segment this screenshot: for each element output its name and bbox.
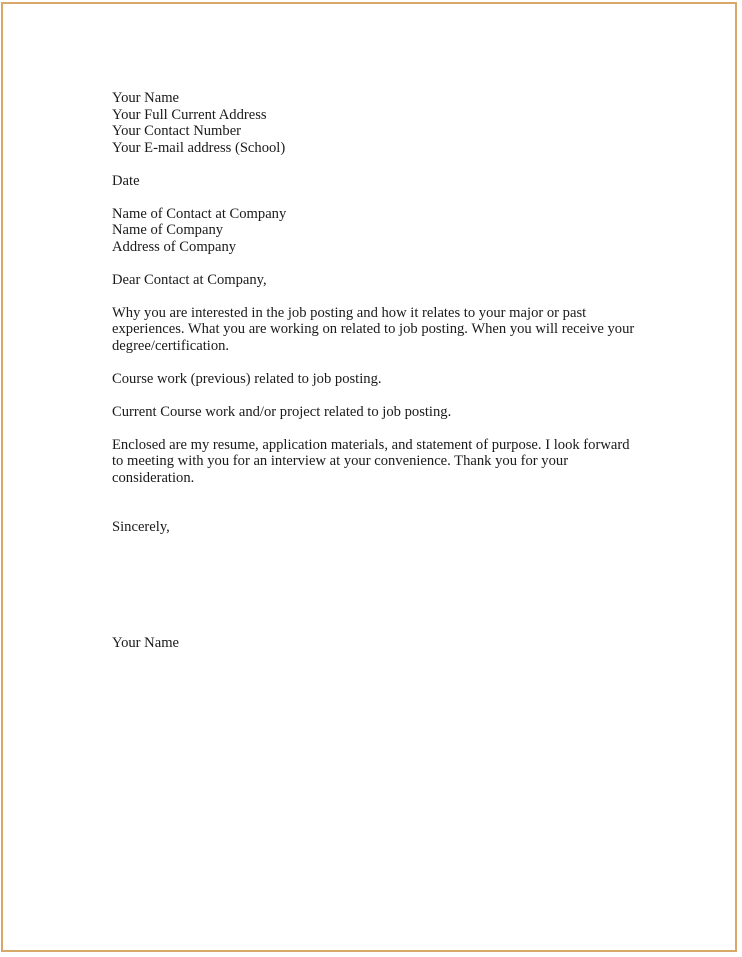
body-paragraph-2: Course work (previous) related to job posting. — [112, 370, 382, 387]
recipient-block — [112, 206, 652, 256]
paragraph-line: Why you are interested in the job posting and how it relates to your major or past — [112, 304, 587, 321]
recipient-address: Address of Company — [112, 238, 237, 255]
recipient-company: Name of Company — [112, 222, 224, 238]
sender-email: Your E-mail address (School) — [112, 139, 286, 156]
sender-block — [112, 90, 652, 156]
recipient-contact: Name of Contact at Company — [112, 205, 287, 222]
paragraph-line: Enclosed are my resume, application materials, and statement of purpose. I look forward — [112, 436, 630, 453]
body-paragraph-1 — [112, 305, 652, 355]
paragraph-line: experiences. What you are working on related to job posting. When you will receive your — [112, 321, 635, 337]
sender-name: Your Name — [112, 90, 180, 106]
body-paragraph-3: Current Course work and/or project related to job posting. — [112, 403, 452, 420]
paragraph-line: degree/certification. — [112, 337, 230, 354]
sender-address: Your Full Current Address — [112, 106, 267, 123]
letter-date: Date — [112, 172, 140, 189]
closing: Sincerely, — [112, 519, 170, 535]
body-paragraph-4 — [112, 437, 652, 487]
sender-phone: Your Contact Number — [112, 123, 242, 139]
paragraph-line: consideration. — [112, 469, 195, 486]
cover-letter — [112, 90, 652, 651]
signature-name: Your Name — [112, 634, 180, 651]
paragraph-line: to meeting with you for an interview at your convenience. Thank you for your — [112, 453, 569, 469]
salutation: Dear Contact at Company, — [112, 271, 267, 288]
